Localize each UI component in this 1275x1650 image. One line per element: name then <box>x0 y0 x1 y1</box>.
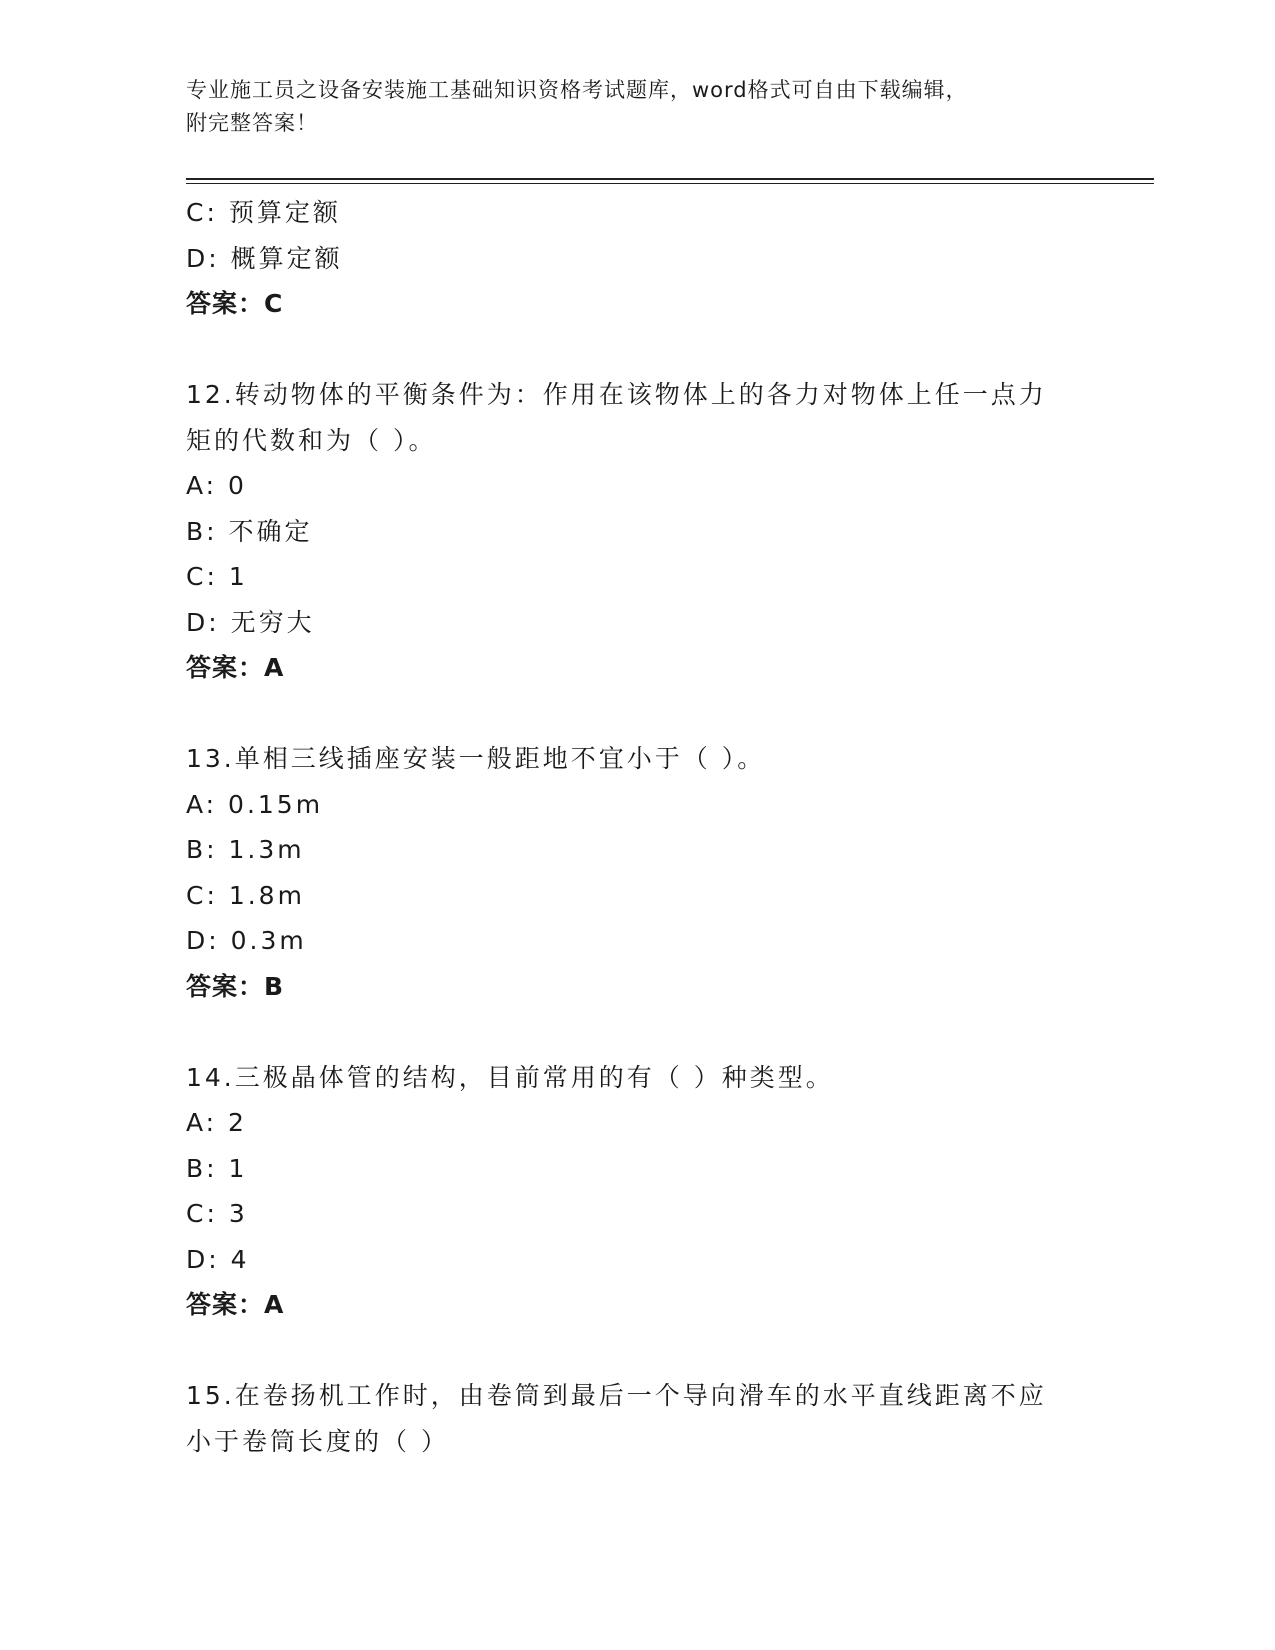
option-a: A: 2 <box>186 1108 247 1137</box>
option-b: B: 不确定 <box>186 516 313 546</box>
header-line-1: 专业施工员之设备安装施工基础知识资格考试题库，word格式可自由下载编辑， <box>186 78 968 102</box>
header-divider-thick <box>186 178 1154 180</box>
option-c: C: 预算定额 <box>186 198 341 227</box>
question-text-line: 15.在卷扬机工作时，由卷筒到最后一个导向滑车的水平直线距离不应 <box>186 1381 1047 1410</box>
question-text-line: 小于卷筒长度的（ ） <box>186 1426 449 1456</box>
question-text-line: 14.三极晶体管的结构，目前常用的有（ ）种类型。 <box>186 1062 834 1092</box>
question-14 <box>186 1055 1086 1328</box>
option-d: D: 概算定额 <box>186 243 343 273</box>
question-12 <box>186 372 1086 691</box>
option-a: A: 0 <box>186 471 247 500</box>
option-d: D: 无穷大 <box>186 607 315 637</box>
option-c: C: 1 <box>186 562 248 591</box>
option-a: A: 0.15m <box>186 789 324 819</box>
option-c: C: 3 <box>186 1199 248 1228</box>
option-d: D: 4 <box>186 1244 250 1274</box>
answer-label: 答案：B <box>186 971 285 1001</box>
spacer <box>186 691 1086 737</box>
header-line-2: 附完整答案！ <box>186 111 318 135</box>
question-15 <box>186 1373 1086 1464</box>
spacer <box>186 327 1086 373</box>
spacer <box>186 1009 1086 1055</box>
question-13 <box>186 736 1086 1009</box>
question-text-line: 矩的代数和为（ ）。 <box>186 425 437 455</box>
option-c: C: 1.8m <box>186 880 305 910</box>
header-divider-thin <box>186 183 1154 184</box>
option-d: D: 0.3m <box>186 926 307 955</box>
spacer <box>186 1328 1086 1374</box>
answer-label: 答案：A <box>186 1290 285 1319</box>
document-header <box>186 74 1086 140</box>
question-11-continuation <box>186 190 1086 327</box>
answer-label: 答案：C <box>186 289 284 318</box>
answer-label: 答案：A <box>186 653 285 682</box>
question-content <box>186 190 1086 1464</box>
question-text-line: 13.单相三线插座安装一般距地不宜小于（ ）。 <box>186 744 766 773</box>
option-b: B: 1.3m <box>186 835 305 864</box>
question-text-line: 12.转动物体的平衡条件为：作用在该物体上的各力对物体上任一点力 <box>186 380 1047 409</box>
option-b: B: 1 <box>186 1153 248 1183</box>
